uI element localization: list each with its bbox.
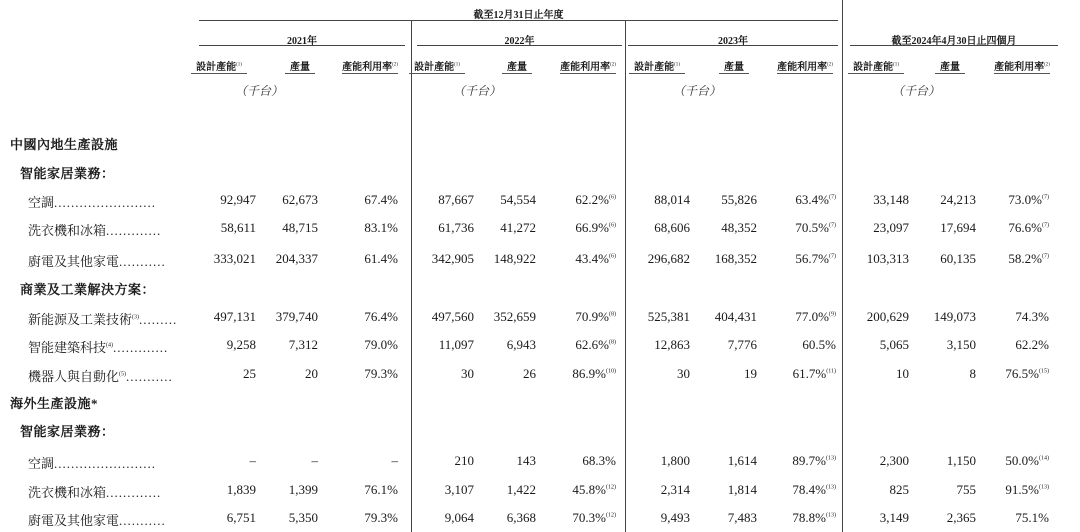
cell-value: 61.4% [364, 251, 398, 266]
cell-value: 9,493 [660, 510, 690, 525]
column-header-text: 產能利用率 [342, 62, 393, 73]
table-cell [446, 482, 536, 498]
table-cell [446, 453, 536, 469]
cell-value: 87,667 [438, 192, 474, 207]
cell-value: 3,149 [879, 510, 909, 525]
cell-value: – [311, 453, 318, 468]
cell-note: (7) [1042, 253, 1049, 260]
cell-value: 8 [969, 366, 976, 381]
cell-value: 79.3% [364, 366, 398, 381]
cell-value: 17,694 [940, 220, 976, 235]
leader-dots: ........................ [54, 456, 157, 471]
cell-value: 10 [896, 366, 909, 381]
table-cell [667, 453, 757, 469]
leader-dots: ........... [126, 369, 173, 384]
cell-value: 333,021 [213, 251, 256, 266]
column-header-underline [848, 73, 904, 74]
row-label-text: 洗衣機和冰箱 [28, 485, 107, 500]
column-header-underline [994, 73, 1050, 74]
row-label-text: 智能建築科技 [28, 340, 107, 355]
table-cell [446, 220, 536, 236]
cell-value: 149,073 [933, 309, 976, 324]
row-label-note: (5) [119, 371, 127, 378]
cell-value: 12,863 [654, 337, 690, 352]
cell-value: 1,150 [946, 453, 976, 468]
unit-label: （千台） [891, 84, 940, 98]
leader-dots: ........... [119, 513, 166, 528]
leader-dots: ........................ [54, 195, 157, 210]
column-header-text: 產量 [724, 62, 744, 73]
cell-value: 497,560 [431, 309, 474, 324]
row-label [28, 309, 177, 328]
cell-note: (13) [826, 484, 836, 491]
cell-value: 43.4% [575, 251, 609, 266]
cell-value: 78.4% [792, 482, 826, 497]
cell-value: 26 [523, 366, 536, 381]
cell-value: 76.5% [1005, 366, 1039, 381]
column-header-underline [935, 73, 965, 74]
cell-note: (7) [1042, 194, 1049, 201]
column-header [617, 58, 697, 73]
cell-value: 825 [889, 482, 909, 497]
cell-value: 7,483 [727, 510, 757, 525]
column-header [836, 58, 916, 73]
column-header-text: 產能利用率 [777, 62, 828, 73]
cell-value: 79.0% [364, 337, 398, 352]
cell-note: (12) [606, 512, 616, 519]
cell-value: 1,614 [727, 453, 757, 468]
table-cell [959, 510, 1049, 526]
cell-value: 63.4% [795, 192, 829, 207]
unit-label: （千台） [234, 84, 283, 98]
table-cell [959, 220, 1049, 236]
cell-note: (6) [609, 253, 616, 260]
table-cell [228, 510, 318, 526]
section-title: 中國內地生產設施 [10, 137, 119, 152]
table-cell [959, 337, 1049, 353]
cell-value: 1,422 [506, 482, 536, 497]
cell-value: 54,554 [500, 192, 536, 207]
cell-value: 143 [516, 453, 536, 468]
table-cell [446, 337, 536, 353]
cell-value: 56.7% [795, 251, 829, 266]
year-header: 2021年 [287, 36, 317, 47]
column-header-text: 設計產能 [196, 62, 237, 73]
cell-value: 88,014 [654, 192, 690, 207]
year-header: 2023年 [718, 36, 748, 47]
column-header-underline [777, 73, 833, 74]
cell-value: 3,150 [946, 337, 976, 352]
cell-note: (13) [826, 512, 836, 519]
leader-dots: ........... [119, 254, 166, 269]
row-label [28, 192, 156, 211]
table-cell [446, 192, 536, 208]
column-header-note: (1) [674, 62, 680, 68]
column-header-note: (2) [392, 62, 398, 68]
cell-value: 2,300 [879, 453, 909, 468]
cell-value: 62.2% [575, 192, 609, 207]
column-header [397, 58, 477, 73]
cell-value: 1,839 [226, 482, 256, 497]
table-cell [228, 366, 318, 382]
row-label-text: 洗衣機和冰箱 [28, 223, 107, 238]
cell-value: 148,922 [493, 251, 536, 266]
cell-value: 7,312 [288, 337, 318, 352]
cell-note: (6) [609, 194, 616, 201]
column-header-note: (1) [893, 62, 899, 68]
row-label-text: 空調 [28, 195, 55, 210]
cell-value: 89.7% [792, 453, 826, 468]
cell-value: 9,258 [226, 337, 256, 352]
column-header-underline [560, 73, 616, 74]
cell-value: 9,064 [444, 510, 474, 525]
row-label [28, 453, 156, 472]
column-header-underline [502, 73, 532, 74]
table-cell [228, 251, 318, 267]
section-title: 海外生產設施* [10, 396, 99, 411]
cell-value: 61,736 [438, 220, 474, 235]
table-cell [956, 482, 1049, 498]
column-header-underline [629, 73, 685, 74]
cell-value: 62,673 [282, 192, 318, 207]
row-label-note: (4) [106, 342, 114, 349]
cell-value: 1,800 [660, 453, 690, 468]
table-cell [959, 192, 1049, 208]
column-header-text: 設計產能 [634, 62, 675, 73]
table-cell [228, 453, 318, 469]
cell-value: 86.9% [572, 366, 606, 381]
column-header-note: (2) [827, 62, 833, 68]
cell-value: 62.2% [1015, 337, 1049, 352]
cell-value: 75.1% [1015, 510, 1049, 525]
column-header-text: 產量 [940, 62, 960, 73]
cell-value: 755 [956, 482, 976, 497]
cell-value: 20 [305, 366, 318, 381]
cell-value: 73.0% [1008, 192, 1042, 207]
cell-value: 67.4% [364, 192, 398, 207]
cell-value: 78.8% [792, 510, 826, 525]
cell-value: 76.4% [364, 309, 398, 324]
table-cell [959, 453, 1049, 469]
row-label-note: (3) [132, 314, 140, 321]
column-header-text: 設計產能 [853, 62, 894, 73]
row-label-text: 新能源及工業技術 [28, 312, 133, 327]
column-header-note: (1) [236, 62, 242, 68]
cell-value: 74.3% [1015, 309, 1049, 324]
row-label [28, 510, 166, 529]
column-header [179, 58, 259, 73]
subsection-title: 智能家居業務： [20, 166, 115, 181]
cell-note: (13) [1039, 484, 1049, 491]
cell-value: 352,659 [493, 309, 536, 324]
table-cell [667, 251, 757, 267]
cell-value: 92,947 [220, 192, 256, 207]
cell-note: (11) [826, 368, 836, 375]
table-cell [667, 366, 757, 382]
leader-dots: ............. [106, 223, 162, 238]
cell-note: (13) [826, 455, 836, 462]
cell-value: 70.5% [795, 220, 829, 235]
table-cell [228, 482, 318, 498]
cell-note: (8) [609, 339, 616, 346]
cell-value: 6,751 [226, 510, 256, 525]
column-header-note: (2) [1044, 62, 1050, 68]
cell-value: 76.1% [364, 482, 398, 497]
table-cell [959, 309, 1049, 325]
table-cell [959, 366, 1049, 382]
row-label [28, 220, 161, 239]
cell-value: 25 [243, 366, 256, 381]
cell-value: 7,776 [727, 337, 757, 352]
cell-value: 58.2% [1008, 251, 1042, 266]
table-cell [228, 309, 318, 325]
cell-value: 200,629 [866, 309, 909, 324]
cell-value: 83.1% [364, 220, 398, 235]
column-header-note: (2) [610, 62, 616, 68]
cell-value: 70.3% [572, 510, 606, 525]
cell-note: (7) [1042, 222, 1049, 229]
column-header [982, 58, 1062, 73]
column-header [910, 58, 990, 73]
column-header-underline [191, 73, 247, 74]
cell-value: 23,097 [873, 220, 909, 235]
header-title-four-months: 截至2024年4月30日止四個月 [891, 36, 1017, 47]
cell-value: 525,381 [647, 309, 690, 324]
cell-value: 91.5% [1005, 482, 1039, 497]
table-cell [667, 192, 757, 208]
table-cell [446, 309, 536, 325]
leader-dots: ............. [113, 340, 169, 355]
cell-value: 1,399 [288, 482, 318, 497]
cell-note: (8) [609, 311, 616, 318]
table-cell [667, 220, 757, 236]
row-label-text: 空調 [28, 456, 55, 471]
row-label-text: 廚電及其他家電 [28, 254, 120, 269]
cell-value: 2,365 [946, 510, 976, 525]
header-title-years: 截至12月31日止年度 [473, 10, 564, 21]
column-header-underline [342, 73, 398, 74]
cell-note: (15) [1039, 368, 1049, 375]
cell-value: 61.7% [792, 366, 827, 381]
cell-value: 58,611 [220, 220, 256, 235]
cell-note: (7) [829, 253, 836, 260]
cell-value: 379,740 [275, 309, 318, 324]
row-label [28, 251, 166, 270]
cell-value: 404,431 [714, 309, 757, 324]
cell-value: 3,107 [444, 482, 474, 497]
column-header-text: 設計產能 [414, 62, 455, 73]
column-header-underline [719, 73, 749, 74]
row-label [28, 482, 161, 501]
subsection-title: 商業及工業解決方案： [20, 282, 156, 297]
table-cell [446, 366, 536, 382]
leader-dots: ......... [139, 312, 178, 327]
cell-value: 60.5% [802, 337, 836, 352]
cell-value: – [391, 453, 398, 468]
cell-value: 50.0% [1005, 453, 1039, 468]
column-header-text: 產量 [507, 62, 527, 73]
column-header-text: 產能利用率 [560, 62, 611, 73]
cell-value: 204,337 [275, 251, 318, 266]
cell-value: 55,826 [721, 192, 757, 207]
cell-value: 5,065 [879, 337, 909, 352]
row-label [28, 366, 173, 385]
cell-value: 68.3% [582, 453, 616, 468]
cell-value: 79.3% [364, 510, 398, 525]
cell-value: 68,606 [654, 220, 690, 235]
cell-value: 5,350 [288, 510, 318, 525]
column-header [477, 58, 557, 73]
column-header-underline [285, 73, 315, 74]
column-header-text: 產量 [290, 62, 310, 73]
cell-note: (9) [829, 311, 836, 318]
cell-note: (12) [606, 484, 616, 491]
table-cell [959, 251, 1049, 267]
cell-value: 70.9% [575, 309, 609, 324]
cell-value: 76.6% [1008, 220, 1042, 235]
cell-value: 103,313 [866, 251, 909, 266]
cell-value: 24,213 [940, 192, 976, 207]
column-header-text: 產能利用率 [994, 62, 1045, 73]
cell-value: 497,131 [213, 309, 256, 324]
table-cell [228, 220, 318, 236]
table-cell [446, 251, 536, 267]
cell-value: 6,943 [506, 337, 536, 352]
cell-note: (6) [609, 222, 616, 229]
cell-note: (14) [1039, 455, 1049, 462]
cell-value: 41,272 [500, 220, 536, 235]
leader-dots: ............. [106, 485, 162, 500]
table-cell [667, 510, 757, 526]
cell-value: 48,715 [282, 220, 318, 235]
cell-note: (7) [829, 222, 836, 229]
cell-value: 168,352 [714, 251, 757, 266]
column-header [765, 58, 845, 73]
column-header [694, 58, 774, 73]
cell-note: (10) [606, 368, 616, 375]
cell-value: 60,135 [940, 251, 976, 266]
column-header-note: (1) [454, 62, 460, 68]
column-header [548, 58, 628, 73]
row-label-text: 機器人與自動化 [28, 369, 120, 384]
table-cell [667, 482, 757, 498]
cell-value: 30 [461, 366, 474, 381]
table-cell [667, 309, 757, 325]
unit-label: （千台） [452, 84, 501, 98]
cell-value: 45.8% [572, 482, 606, 497]
cell-value: 2,314 [660, 482, 690, 497]
cell-value: 77.0% [795, 309, 829, 324]
unit-label: （千台） [672, 84, 721, 98]
cell-value: 6,368 [506, 510, 536, 525]
cell-value: 210 [454, 453, 474, 468]
table-cell [228, 337, 318, 353]
cell-note: (7) [829, 194, 836, 201]
cell-value: 66.9% [575, 220, 609, 235]
table-cell [228, 192, 318, 208]
row-label-text: 廚電及其他家電 [28, 513, 120, 528]
column-header [260, 58, 340, 73]
cell-value: 62.6% [575, 337, 609, 352]
subsection-title: 智能家居業務： [20, 424, 115, 439]
cell-value: 1,814 [727, 482, 757, 497]
cell-value: 19 [744, 366, 757, 381]
table-cell [667, 337, 757, 353]
cell-value: 48,352 [721, 220, 757, 235]
table-cell [446, 510, 536, 526]
cell-value: – [249, 453, 256, 468]
cell-value: 11,097 [438, 337, 474, 352]
cell-value: 30 [677, 366, 690, 381]
cell-value: 296,682 [647, 251, 690, 266]
row-label [28, 337, 168, 356]
year-header: 2022年 [504, 36, 535, 47]
cell-value: 342,905 [431, 251, 474, 266]
column-header-underline [409, 73, 465, 74]
cell-value: 33,148 [873, 192, 909, 207]
